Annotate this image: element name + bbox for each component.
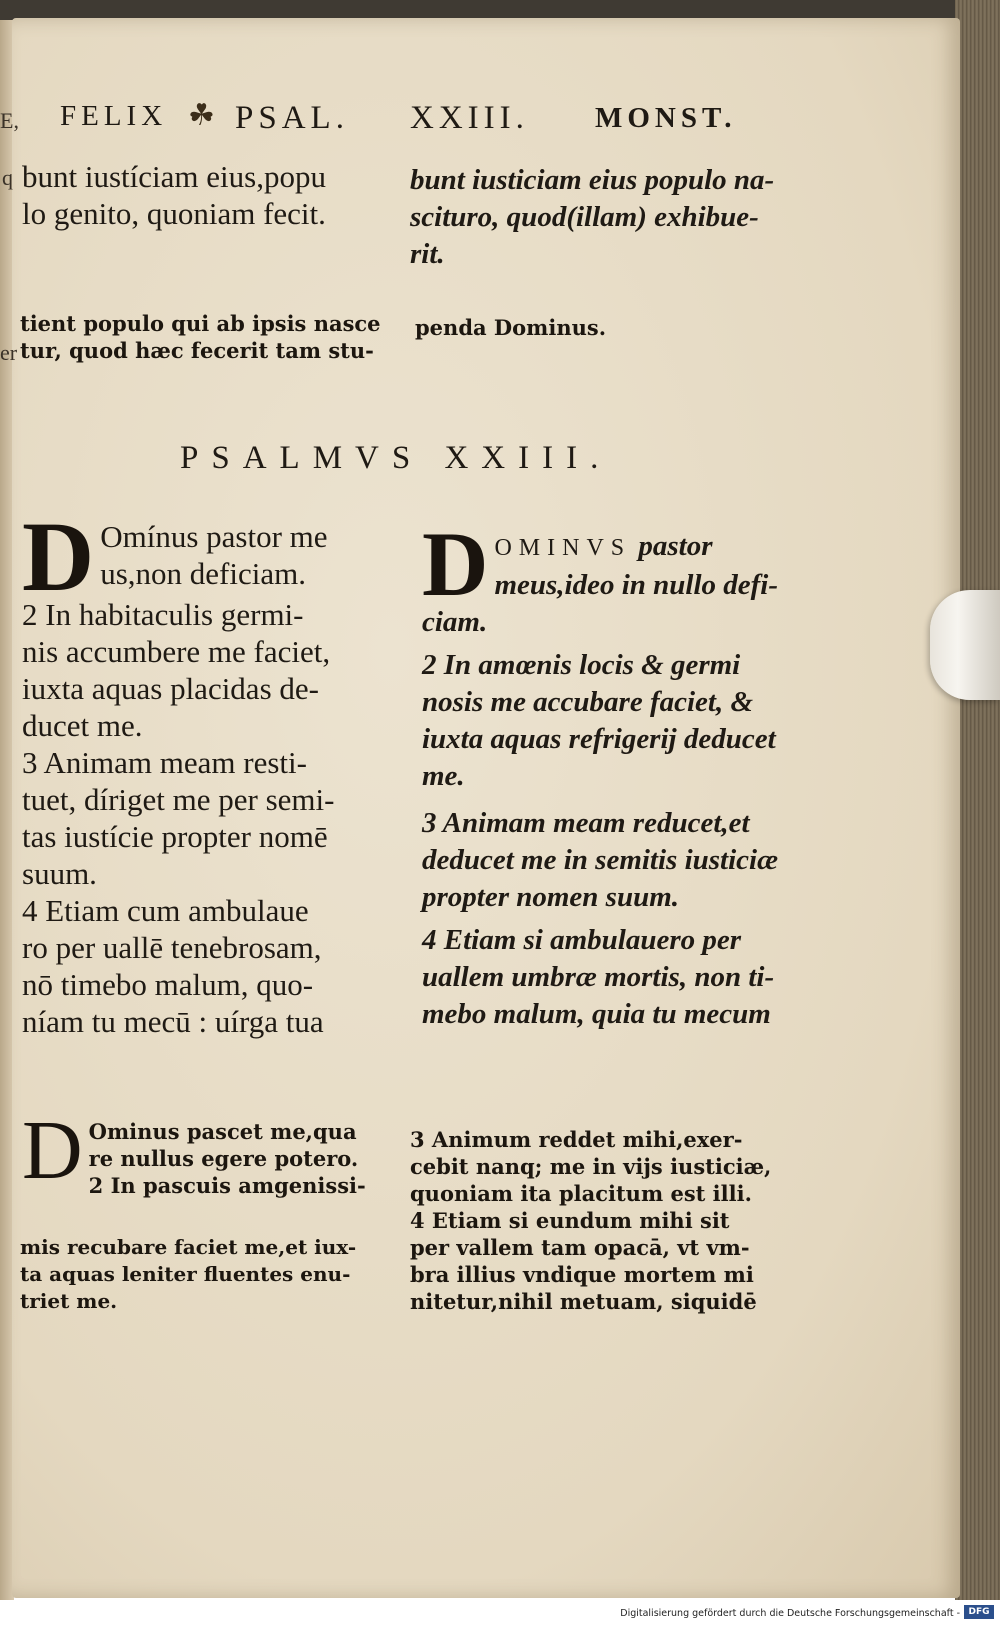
text-line: Ominus pascet me,qua (88, 1119, 357, 1144)
text-line: tuet, díriget me per semi- (22, 782, 335, 817)
header-right: MONST. (595, 102, 737, 134)
text-line: iuxta aquas placidas de- (22, 671, 319, 706)
text-line: bunt iustíciam eius,popu (22, 159, 326, 194)
text-line: 3 Animam meam reducet,et (422, 807, 750, 839)
right-column (422, 513, 812, 1033)
page-clip (930, 590, 1000, 700)
margin-fragment: q (2, 165, 13, 190)
header-left: FELIX (60, 100, 168, 132)
text-line: deducet me in semitis iusticiæ (422, 844, 779, 876)
header-psal: PSAL. (235, 100, 349, 136)
text-line: ro per uallē tenebrosam, (22, 930, 322, 965)
text-line: 4 Etiam cum ambulaue (22, 893, 309, 928)
text-line: nitetur,nihil metuam, siquidē (410, 1289, 757, 1314)
text-line: cebit nanq; me in vijs iusticiæ, (410, 1154, 772, 1179)
funding-note: Digitalisierung gefördert durch die Deutsche Forschungsgemeinschaft - (620, 1608, 960, 1619)
text-line: bra illius vndique mortem mi (410, 1262, 754, 1287)
text-line: iuxta aquas refrigerij deducet (422, 723, 776, 755)
text-line: tas iustície propter nomē (22, 819, 328, 854)
margin-fragment: E, (0, 108, 19, 133)
text-line: ciam. (422, 606, 488, 638)
text-line: per vallem tam opacā, vt vm- (410, 1235, 750, 1260)
text-line: quoniam ita placitum est illi. (410, 1181, 752, 1206)
drop-cap-left: D (22, 501, 95, 612)
header-number: XXIII. (410, 100, 529, 136)
book-page-edges (955, 0, 1000, 1600)
clover-ornament-icon: ☘ (188, 99, 220, 132)
drop-cap-lower: D (22, 1104, 83, 1197)
text-line: suum. (22, 856, 97, 891)
text-line: níam tu mecū : uírga tua (22, 1004, 324, 1039)
text-line: nō timebo malum, quo- (22, 967, 314, 1002)
lower-right-blackletter (410, 1126, 810, 1315)
text-line: 3 Animam meam resti- (22, 745, 307, 780)
text-line: mebo malum, quia tu mecum (422, 998, 771, 1030)
text-line: nosis me accubare faciet, & (422, 686, 754, 718)
text-line: rit. (410, 238, 445, 270)
text-line: triet me. (20, 1289, 118, 1313)
text-line: 2 In habitaculis germi- (22, 597, 304, 632)
text-line: lo genito, quoniam fecit. (22, 196, 326, 231)
text-line: 3 Animum reddet mihi,exer- (410, 1127, 743, 1152)
text-line: 4 Etiam si ambulauero per (422, 924, 742, 956)
first-word-caps: OMINVS (494, 535, 632, 561)
text-line: re nullus egere potero. (88, 1146, 359, 1171)
lower-left-blackletter (22, 1104, 392, 1199)
drop-cap-right: D (422, 513, 489, 615)
text-line: propter nomen suum. (422, 881, 680, 913)
text-line: tient populo qui ab ipsis nasce (20, 311, 381, 336)
text-line: ducet me. (22, 708, 143, 743)
text-line: nis accumbere me faciet, (22, 634, 331, 669)
text-line: 4 Etiam si eundum mihi sit (410, 1208, 730, 1233)
text-line: uallem umbræ mortis, non ti- (422, 961, 775, 993)
lower-left-blackletter-cont (20, 1234, 400, 1315)
text-line: 2 In pascuis amgenissi- (88, 1173, 366, 1198)
dfg-logo: DFG (964, 1605, 994, 1619)
text-line: meus,ideo in nullo defi- (494, 569, 779, 601)
first-line-rest: pastor (638, 530, 713, 562)
margin-fragment: er (0, 340, 18, 365)
text-line: Omínus pastor me (100, 519, 328, 554)
prev-psalm-right-italic (410, 162, 774, 273)
prev-psalm-left-roman (22, 158, 326, 232)
prev-psalm-right-blackletter (415, 314, 606, 341)
prev-psalm-left-blackletter (20, 310, 381, 364)
text-line: 2 In amœnis locis & germi (422, 649, 741, 681)
text-line: ta aquas leniter fluentes enu- (20, 1262, 351, 1286)
text-line: tur, quod hæc fecerit tam stu- (20, 338, 374, 363)
text-line: bunt iusticiam eius populo na- (410, 164, 775, 196)
text-line: penda Dominus. (415, 315, 606, 340)
text-line: us,non deficiam. (100, 556, 306, 591)
left-column (22, 501, 402, 1040)
text-line: sciturο, quod(illam) exhibue- (410, 201, 759, 233)
psalm-title: PSALMVS XXIII. (180, 440, 612, 476)
text-line: mis recubare faciet me,et iux- (20, 1235, 357, 1259)
text-line: me. (422, 760, 465, 792)
